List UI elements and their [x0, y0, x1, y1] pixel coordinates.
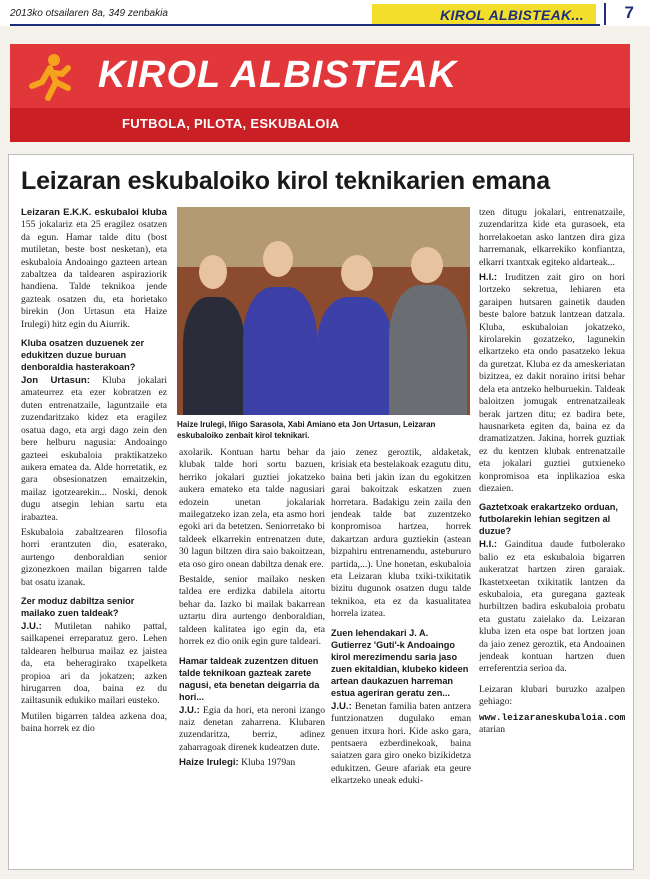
speaker: H.I.:: [479, 272, 498, 284]
team-photo: [177, 207, 470, 415]
banner-subtitle: FUTBOLA, PILOTA, ESKUBALOIA: [122, 116, 340, 131]
speaker: J.U.:: [21, 620, 42, 632]
speaker: J.U.:: [179, 704, 200, 716]
website-url[interactable]: www.leizaraneskubaloia.com: [479, 711, 625, 723]
speaker: J.U.:: [331, 700, 352, 712]
text-column-1: [21, 207, 167, 863]
speaker: Jon Urtasun:: [21, 375, 90, 387]
photo-head: [411, 247, 443, 283]
website-tail: atarian: [479, 724, 506, 736]
answer-text: Benetan familia baten antzera funtzionatzen dugulako eman genuen itxura hori. Kide asko gara, pentsaera ezberdinekoak, baina saiatzen gara giro oneko bizikidetza edukitzen. Geure afariak eta geure elkartzeko uneak eduki-: [331, 700, 471, 787]
question-5: Gaztetxoak erakartzeko orduan, futbolarekin lehian segitzen al duzue?: [479, 502, 618, 537]
answer-text: Kluba jokalari amateurrez eta ezer kobratzen ez duten entrenatzaile, laguntzaile eta zuzendaritzako kidez eta eragilez osatua dago, eta argi dago zein den bere helburu nagusia: Andoaingo gazteei eskubaloia praktikatzeko aukera ematea da. Alde horretatik, ez gara obsesionatzen emaitzekin, mailaz igotzearekin... Noski, denok dugu atsegin lehian sartu eta irabaztea.: [21, 375, 167, 523]
banner-title: KIROL ALBISTEAK: [98, 54, 458, 96]
photo-head: [341, 255, 373, 291]
page-number: 7: [624, 3, 634, 22]
answer-text: Iruditzen zait giro on hori lortzeko sekretua, lehiaren eta garaipen hutsaren gainetik dauden beste balore batzuk lantzean datzala. Kluba, eskubaloian jokatzeko, kirolarekin gozatzeko, lagunekin elkartzeko eta ondo pasatzeko lekua da guretzat. Kluba ez da ameskeriatan bizitzea, ez dakit noraino iritsi behar dela eta antzeko helburuekin. Taldeak baloitzen jomugak entrenatzaileak berak jartzen ditu; ez badira bete, hausnarketa egiten da, baina ez da dramatizatzen. Jakina, horrek guztiak ez du kentzen klubak entrenatzaile eta jokalari guztiei gutxieneko konpromisoa eta inplikazioa eska diezaien.: [479, 272, 625, 494]
answer-4: [179, 757, 325, 769]
photo-head: [263, 241, 293, 277]
answer-text: Egia da hori, eta neroni izango naiz denetan zaharrena. Klubaren zuzendaritza, berriz, adinez zaharragoak direnek kudeatzen dute.: [179, 704, 325, 753]
section-label: KIROL ALBISTEAK...: [440, 7, 584, 23]
photo-person: [317, 297, 393, 415]
body-paragraph: axolarik. Kontuan hartu behar da klubak talde hori sortu bazuen, herriko jokalari guztiei jokatzeko aukera emateko eta talde nagusiari edozein unetan jokalariak mailegatzeko izan zela, eta asmo hori egoki ari da betetzen. Seniorretako bi taldeek elkarrekin entrenatzen dute, 30 lagun biltzen dira saio bakoitzean, eta oso giro onean dabiltza denak ere.: [179, 447, 325, 570]
question-1: Kluba osatzen duzuenek zer edukitzen duzue buruan denboraldia hasterakoan?: [21, 338, 145, 373]
page-header: [0, 0, 650, 26]
closing-paragraph: Leizaran klubari buruzko azalpen gehiago:: [479, 683, 625, 708]
runner-icon: [24, 52, 76, 104]
question-3: Hamar taldeak zuzentzen dituen talde teknikoan gazteak zarete nagusi, eta benetan deigarria da hori...: [179, 655, 320, 702]
section-banner: [10, 44, 630, 142]
intro-paragraph: [21, 207, 167, 331]
header-separator: [604, 3, 606, 25]
answer-text: Kluba 1979an: [238, 757, 296, 769]
body-paragraph: Bestalde, senior mailako nesken taldea ere erdizka dabilela aitortu behar da. Iazko bi mailak bakarrean uztartu dira aurtengo denboraldian, taldeen kalitatea igo egin da, eta horrek ez dio onik egin gure taldeari.: [179, 574, 325, 648]
website-line: [479, 712, 625, 737]
photo-head: [199, 255, 227, 289]
speaker: Haize Irulegi:: [179, 757, 239, 769]
question-2: Zer moduz dabiltza senior mailako zuen taldeak?: [21, 595, 135, 618]
photo-caption: Haize Irulegi, Iñigo Sarasola, Xabi Amiano eta Jon Urtasun, Leizaran eskubaloiko zenbait kirol teknikari.: [177, 420, 436, 440]
article: [8, 154, 634, 870]
photo-person: [183, 297, 245, 415]
body-paragraph: tzen ditugu jokalari, entrenatzaile, zuzendaritza kide eta gurasoek, eta horrelakoetan asko lantzen dira giza harremanak, elkarrekiko konfiantza, elkarri txantxak egiteko aldarteak...: [479, 207, 625, 268]
question-4: Zuen lehendakari J. A. Gutierrez 'Guti'-k Andoaingo kirol merezimendu saria jaso zuen ekitaldian, klubeko kideen artean daukazuen harreman estua ageriran geratu zen...: [331, 627, 469, 698]
text-column-2: [179, 447, 325, 865]
answer-7: [479, 539, 625, 675]
speaker: H.I.:: [479, 539, 498, 551]
text-column-4: [479, 207, 625, 863]
answer-1: [21, 375, 167, 524]
photo-person: [243, 287, 317, 415]
issue-date: 2013ko otsailaren 8a, 349 zenbakia: [10, 8, 168, 19]
intro-text: 155 jokalariz eta 25 eragilez osatzen da egun. Hamar talde ditu (bost mutiletan, beste bost nesketan), eta eskubaloia Andoaingo gazteen artean zabaltzea da taldearen aspiraziorik handiena. Talde teknikoa jende gazteak osatzen du, eta horietako birekin (Jon Urtasun eta Haize Irulegi) hitz egin du Aiurrik.: [21, 219, 167, 330]
answer-5: [331, 701, 471, 788]
body-paragraph: Eskubaloia zabaltzearen filosofia horri erantzuten dio, esaterako, aurtengo denboraldian senior gizonezkoen mailan bigarren talde bat osatu izanak.: [21, 526, 167, 588]
lead-text: Leizaran E.K.K. eskubaloi kluba: [21, 207, 167, 218]
article-headline: Leizaran eskubaloiko kirol teknikarien emana: [21, 167, 550, 195]
answer-2: [21, 621, 167, 708]
body-paragraph: jaio zenez geroztik, aldaketak, krisiak eta bestelakoak ezagutu ditu, baina beti jakin izan du egokitzen garai bakoitzak eskatzen zuen horretara. Badakigu zein zaila den jendeak talde bat zuzentzeko konpromisoa hartzea, horrek dakartzan ardura guztiekin (astean bizpahiru entrenamendu, astebururo partida,...). Une honetan, eskubaloia eta Leizaran kluba txiki-txikitatik bizitu dugunok osatzen dugu talde teknikoa, eta ez da kasualitatea horrela izatea.: [331, 447, 471, 620]
answer-text: Mutiletan nahiko pattal, sailkapenei erreparatuz gero. Lehen taldearen helburua mailaz ez jaistea da, eta beheragirako txapelketa propioa ari da jokatzen; azken hirugarren doa, baina ez du zailtasunik edukiko mailari eusteko.: [21, 620, 167, 707]
text-column-3: [331, 447, 471, 865]
photo-person: [389, 285, 467, 415]
answer-6: [479, 272, 625, 495]
header-rule: [10, 24, 600, 26]
answer-3: [179, 705, 325, 755]
body-paragraph: Mutilen bigarren taldea azkena doa, baina horrek ez dio: [21, 710, 167, 735]
section-tab: [372, 4, 596, 26]
answer-text: Gainditua daude futbolerako balio ez eta eskubaloia bigarren aukeratzat hartzen ziren garaiak. Ikastetxeetan txikitatik lantzen da eskubaloia, eta guregana gazteak hurbiltzen badira eskubaloia probatu eta gustatu zaielako da. Leizaran kluba izen eta ospe bat lortzen joan da jaio zenez geroztik, eta Andoainen jendeak kontuan hartzen duen erreferentzia serioa da.: [479, 539, 625, 675]
